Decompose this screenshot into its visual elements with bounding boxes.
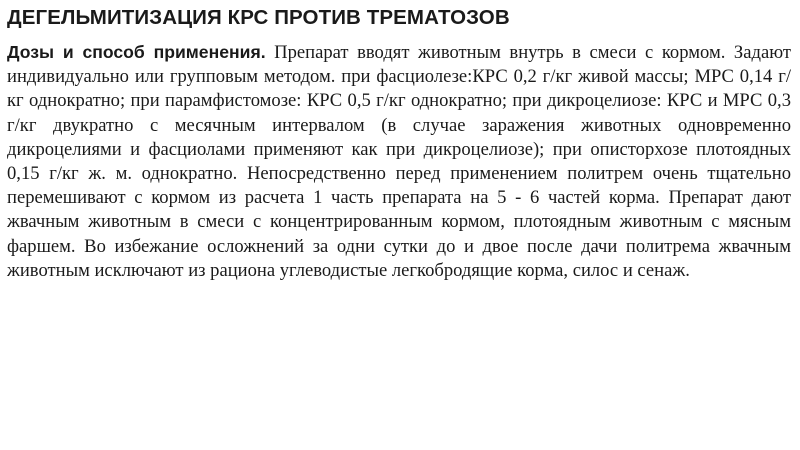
body-paragraph xyxy=(7,40,791,283)
slide-title: ДЕГЕЛЬМИТИЗАЦИЯ КРС ПРОТИВ ТРЕМАТОЗОВ xyxy=(7,6,510,29)
paragraph-lead: Дозы и способ применения. xyxy=(7,42,266,62)
paragraph-text: Препарат вводят животным внутрь в смеси с кормом. Задают индивидуально или групповым методом. при фасциолезе:КРС 0,2 г/кг живой массы; МРС 0,14 г/кг однократно; при парамфистомозе: КРС 0,5 г/кг однократно; при дикроцелиозе: КРС и МРС 0,3 г/кг двукратно с месячным интервалом (в случае заражения животных одновременно дикроцелиями и фасциолами применяют как при дикроцелиозе); при описторхозе плотоядных 0,15 г/кг ж. м. однократно. Непосредственно перед применением политрем очень тщательно перемешивают с кормом из расчета 1 часть препарата на 5 - 6 частей корма. Препарат дают жвачным животным в смеси с концентрированным кормом, плотоядным животным с мясным фаршем. Во избежание осложнений за одни сутки до и двое после дачи политрема жвачным животным исключают из рациона углеводистые легкобродящие корма, силос и сенаж. xyxy=(7,42,791,281)
